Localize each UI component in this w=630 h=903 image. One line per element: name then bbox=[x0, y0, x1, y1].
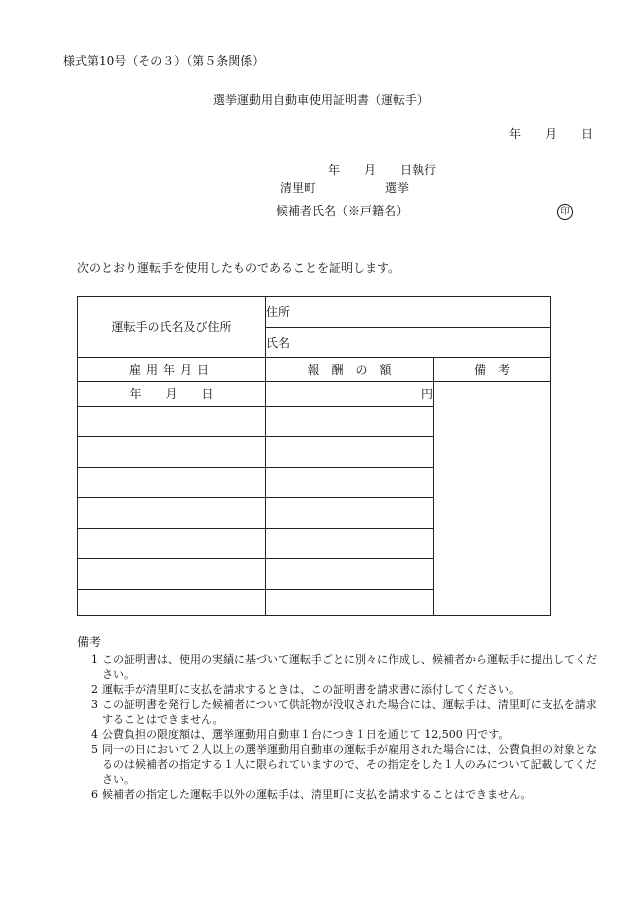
election-town: 清里町 bbox=[280, 181, 317, 195]
seal-mark: 印 bbox=[557, 204, 573, 220]
employment-date-cell[interactable] bbox=[78, 590, 266, 616]
remuneration-cell[interactable] bbox=[266, 468, 434, 498]
note-text: 同一の日において２人以上の選挙運動用自動車の運転手が雇用された場合には、公費負担の対象となるのは候補者の指定する１人に限られていますので、その指定をした１人のみについて記載してください。 bbox=[102, 743, 597, 786]
note-number: 6 bbox=[91, 788, 98, 801]
note-number: 4 bbox=[91, 728, 98, 741]
employment-date-cell[interactable] bbox=[78, 559, 266, 590]
employment-date-cell[interactable] bbox=[78, 468, 266, 498]
employment-date-cell[interactable] bbox=[78, 437, 266, 468]
remuneration-cell[interactable] bbox=[266, 529, 434, 559]
employment-date-cell[interactable]: 年 月 日 bbox=[78, 382, 266, 407]
employment-date-cell[interactable] bbox=[78, 498, 266, 529]
notes-heading: 備考 bbox=[77, 635, 102, 649]
name-field[interactable]: 氏名 bbox=[266, 328, 551, 358]
note-number: 5 bbox=[91, 743, 98, 756]
remuneration-cell[interactable] bbox=[266, 498, 434, 529]
note-text: 候補者の指定した運転手以外の運転手は、清里町に支払を請求することはできません。 bbox=[102, 788, 532, 801]
note-item bbox=[77, 697, 597, 727]
driver-usage-table bbox=[77, 296, 551, 616]
note-text: 公費負担の限度額は、選挙運動用自動車１台につき１日を通じて 12,500 円です。 bbox=[102, 728, 510, 741]
remarks-header: 備 考 bbox=[434, 358, 551, 382]
note-number: 2 bbox=[91, 683, 98, 696]
note-item bbox=[77, 742, 597, 787]
remuneration-cell[interactable] bbox=[266, 559, 434, 590]
note-item bbox=[77, 727, 597, 742]
candidate-name-label: 候補者氏名（※戸籍名） bbox=[276, 204, 409, 218]
note-item bbox=[77, 682, 597, 697]
driver-label-cell: 運転手の氏名及び住所 bbox=[78, 297, 266, 358]
address-field[interactable]: 住所 bbox=[266, 297, 551, 328]
note-item bbox=[77, 652, 597, 682]
employment-date-cell[interactable] bbox=[78, 407, 266, 437]
note-text: この証明書を発行した候補者について供託物が没収された場合には、運転手は、清里町に支払を請求することはできません。 bbox=[102, 698, 597, 726]
notes-section bbox=[77, 636, 597, 802]
remarks-cell[interactable] bbox=[434, 382, 551, 616]
remuneration-cell[interactable]: 円 bbox=[266, 382, 434, 407]
election-type: 選挙 bbox=[385, 181, 410, 195]
remuneration-cell[interactable] bbox=[266, 407, 434, 437]
employment-date-header: 雇用年月日 bbox=[78, 358, 266, 382]
issue-date-line: 年 月 日 bbox=[509, 127, 594, 141]
note-number: 3 bbox=[91, 698, 98, 711]
note-item bbox=[77, 787, 597, 802]
remuneration-cell[interactable] bbox=[266, 590, 434, 616]
form-number: 様式第10号（その３）（第５条関係） bbox=[63, 54, 265, 68]
note-text: この証明書は、使用の実績に基づいて運転手ごとに別々に作成し、候補者から運転手に提出してください。 bbox=[102, 653, 597, 681]
note-number: 1 bbox=[91, 653, 98, 666]
note-text: 運転手が清里町に支払を請求するときは、この証明書を請求書に添付してください。 bbox=[102, 683, 520, 696]
election-date-line: 年 月 日執行 bbox=[328, 163, 437, 177]
employment-date-cell[interactable] bbox=[78, 529, 266, 559]
page-title: 選挙運動用自動車使用証明書（運転手） bbox=[213, 93, 430, 107]
remuneration-cell[interactable] bbox=[266, 437, 434, 468]
certification-statement: 次のとおり運転手を使用したものであることを証明します。 bbox=[77, 261, 401, 275]
remuneration-header: 報 酬 の 額 bbox=[266, 358, 434, 382]
